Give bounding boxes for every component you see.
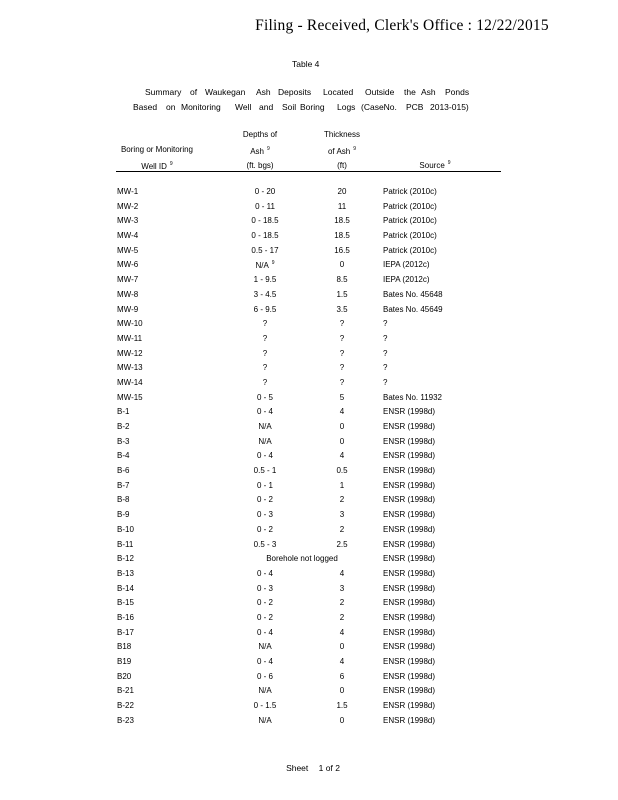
- cell-depth-value: 6 - 9.5: [253, 304, 277, 314]
- cell-depth-value: N/A: [258, 686, 272, 696]
- column-header-thickness: [312, 128, 372, 173]
- cell-depth: [220, 334, 310, 343]
- cell-well-id: B19: [117, 657, 132, 666]
- cell-well-id: B-3: [117, 436, 130, 446]
- cell-depth-value: 0 - 11: [255, 201, 275, 211]
- subtitle-word: Boring: [300, 102, 325, 112]
- cell-depth-value: N/A: [258, 715, 272, 725]
- cell-well-id: B-4: [117, 451, 130, 461]
- column-header-line: [312, 142, 372, 159]
- table-body: [0, 187, 618, 730]
- cell-thickness: 2: [339, 495, 345, 505]
- cell-well-id: B18: [117, 642, 132, 652]
- cell-thickness: ?: [339, 333, 345, 343]
- cell-thickness: ?: [339, 319, 345, 329]
- cell-source: Patrick (2010c): [383, 231, 437, 241]
- cell-source: ENSR (1998d): [383, 627, 436, 637]
- cell-depth-value: 0 - 4: [256, 627, 273, 637]
- header-rule: [116, 171, 501, 172]
- cell-thickness: 20: [337, 187, 347, 196]
- table-row: [0, 451, 618, 466]
- cell-depth: [220, 275, 310, 284]
- cell-thickness: 0: [339, 715, 345, 725]
- cell-well-id: B-14: [117, 583, 134, 593]
- table-row: [0, 216, 618, 231]
- cell-well-id: B-2: [117, 422, 130, 431]
- cell-source: ENSR (1998d): [383, 583, 436, 593]
- table-row: [0, 657, 618, 672]
- cell-depth-value: 0 - 6: [256, 671, 273, 681]
- cell-depth-value: ?: [262, 377, 268, 387]
- cell-depth: [220, 231, 310, 240]
- cell-thickness: 2.5: [336, 539, 348, 549]
- subtitle-word: PCB: [406, 102, 424, 112]
- cell-source: Patrick (2010c): [383, 201, 437, 211]
- table-row: [0, 495, 618, 510]
- cell-depth: [220, 407, 310, 416]
- subtitle-word: Outside: [365, 87, 395, 97]
- cell-depth-value: ?: [262, 363, 268, 373]
- cell-well-id: B-1: [117, 407, 130, 417]
- cell-depth-value: N/A: [258, 422, 272, 431]
- cell-depth-value: 0 - 5: [256, 392, 273, 402]
- subtitle-word: Well: [235, 102, 252, 112]
- table-row: [0, 642, 618, 657]
- cell-source: Patrick (2010c): [383, 216, 437, 226]
- cell-well-id: B-21: [117, 686, 134, 696]
- table-row: [0, 584, 618, 599]
- cell-depth: [220, 584, 310, 593]
- table-row: [0, 349, 618, 364]
- table-row: [0, 525, 618, 540]
- table-row: [0, 466, 618, 481]
- cell-well-id: B-22: [117, 701, 134, 711]
- table-row: [0, 290, 618, 305]
- cell-depth-value: N/A: [255, 261, 269, 271]
- cell-thickness: 2: [339, 524, 345, 534]
- table-row: [0, 260, 618, 275]
- column-header-line: Thickness: [323, 130, 360, 139]
- cell-source: Patrick (2010c): [383, 245, 437, 255]
- cell-depth: [220, 260, 310, 270]
- page-footer: [0, 763, 618, 773]
- cell-depth-value: 0 - 4: [256, 568, 273, 578]
- cell-well-id: B-9: [117, 510, 130, 520]
- cell-source: ?: [383, 377, 388, 387]
- cell-depth: [220, 686, 310, 695]
- cell-well-id: MW-6: [117, 260, 139, 270]
- cell-source: ENSR (1998d): [383, 436, 436, 446]
- cell-depth-value: 0 - 3: [256, 583, 273, 593]
- table-row: [0, 202, 618, 217]
- cell-well-id: B-17: [117, 627, 134, 637]
- table-row: [0, 187, 618, 202]
- subtitle-word: Summary: [145, 87, 182, 97]
- cell-source: ENSR (1998d): [383, 568, 436, 578]
- cell-source: ?: [383, 319, 388, 329]
- cell-depth-value: 0 - 1.5: [253, 701, 277, 711]
- cell-depth-value: 0.5 - 3: [253, 539, 277, 549]
- cell-well-id: B-15: [117, 598, 134, 608]
- subtitle-word: Monitoring: [181, 102, 221, 112]
- cell-depth: [220, 451, 310, 460]
- cell-source: ENSR (1998d): [383, 510, 436, 520]
- cell-source: ENSR (1998d): [383, 480, 436, 490]
- cell-well-id: B-13: [117, 568, 134, 578]
- cell-depth: [220, 466, 310, 475]
- subtitle-word: 2013-015): [430, 102, 469, 112]
- sheet-number: 1 of 2: [318, 763, 340, 773]
- cell-thickness: 5: [339, 392, 345, 402]
- cell-source: ENSR (1998d): [383, 715, 436, 725]
- sheet-label: Sheet: [286, 763, 309, 773]
- cell-depth-value: 0 - 4: [256, 657, 273, 666]
- cell-well-id: MW-15: [117, 392, 143, 402]
- cell-depth: [220, 628, 310, 637]
- table-row: [0, 378, 618, 393]
- cell-depth: [220, 202, 310, 211]
- subtitle-word: the: [404, 87, 416, 97]
- cell-depth: [220, 349, 310, 358]
- column-header-line: (ft. bgs): [246, 161, 274, 170]
- column-header-text: Source: [419, 161, 445, 170]
- cell-well-id: MW-9: [117, 304, 139, 314]
- cell-depth-value: ?: [262, 333, 268, 343]
- cell-depth-value: 0 - 4: [256, 407, 273, 417]
- cell-thickness: 11: [337, 201, 347, 211]
- cell-source: ENSR (1998d): [383, 451, 436, 461]
- subtitle-word: Deposits: [278, 87, 312, 97]
- cell-depth: [220, 437, 310, 446]
- cell-thickness: 1.5: [336, 289, 348, 299]
- cell-well-id: MW-12: [117, 348, 143, 358]
- cell-source: ENSR (1998d): [383, 407, 436, 417]
- cell-source: ENSR (1998d): [383, 642, 436, 652]
- subtitle-word: Logs: [337, 102, 356, 112]
- cell-source: ENSR (1998d): [383, 524, 436, 534]
- cell-well-id: MW-5: [117, 245, 139, 255]
- cell-thickness: 4: [339, 627, 345, 637]
- cell-thickness: 0: [339, 260, 345, 270]
- cell-thickness: ?: [339, 348, 345, 358]
- cell-well-id: B-8: [117, 495, 130, 505]
- cell-depth-value: N/A: [258, 436, 272, 446]
- cell-depth: [220, 363, 310, 372]
- cell-depth: [220, 246, 310, 255]
- column-header-text: Well ID: [141, 162, 167, 171]
- cell-well-id: B-10: [117, 524, 134, 534]
- cell-depth-value: 0 - 2: [256, 598, 273, 608]
- filing-header: Filing - Received, Clerk's Office : 12/22/2015: [255, 17, 549, 34]
- cell-thickness: 0: [339, 686, 345, 696]
- cell-depth: [220, 598, 310, 607]
- cell-thickness: 4: [339, 451, 345, 461]
- cell-thickness: ?: [339, 377, 345, 387]
- cell-source: ?: [383, 363, 388, 373]
- table-row: [0, 569, 618, 584]
- cell-depth: [220, 672, 310, 681]
- cell-depth-value: 0 - 2: [256, 612, 273, 622]
- cell-thickness: 0: [339, 422, 345, 431]
- cell-well-id: MW-11: [117, 333, 143, 343]
- subtitle-word: Ash: [421, 87, 436, 97]
- cell-depth: [220, 510, 310, 519]
- column-header-line: (ft): [337, 161, 347, 170]
- cell-thickness: 0.5: [336, 466, 348, 476]
- column-header-text: of Ash: [327, 147, 351, 156]
- cell-depth: [220, 657, 310, 666]
- cell-depth-value: 0 - 3: [256, 510, 273, 520]
- cell-depth: [220, 305, 310, 314]
- cell-well-id: MW-4: [117, 231, 139, 241]
- cell-depth: [220, 216, 310, 225]
- cell-well-id: MW-7: [117, 275, 139, 285]
- cell-depth: [220, 701, 310, 710]
- cell-depth-value: N/A: [258, 642, 272, 652]
- cell-well-id: MW-14: [117, 377, 143, 387]
- table-row: [0, 628, 618, 643]
- table-row: [0, 598, 618, 613]
- table-row: [0, 686, 618, 701]
- cell-thickness: 2: [339, 612, 345, 622]
- cell-source: ENSR (1998d): [383, 598, 436, 608]
- cell-depth: [220, 613, 310, 622]
- footnote-marker: 9: [353, 146, 357, 152]
- cell-depth: [220, 495, 310, 504]
- cell-source: ENSR (1998d): [383, 554, 436, 564]
- subtitle-word: Ponds: [445, 87, 470, 97]
- table-row: [0, 540, 618, 555]
- cell-depth: [220, 378, 310, 387]
- cell-source: Bates No. 45648: [383, 289, 443, 299]
- cell-source: ENSR (1998d): [383, 671, 436, 681]
- cell-source: ?: [383, 348, 388, 358]
- cell-thickness: 3.5: [336, 304, 348, 314]
- cell-well-id: B-23: [117, 715, 134, 725]
- cell-depth-value: 1 - 9.5: [253, 275, 277, 285]
- cell-depth: [220, 525, 310, 534]
- cell-thickness: 2: [339, 598, 345, 608]
- cell-depth: [220, 481, 310, 490]
- cell-depth: [220, 422, 310, 431]
- cell-well-id: B-16: [117, 612, 134, 622]
- cell-thickness: 18.5: [334, 216, 350, 226]
- cell-source: ENSR (1998d): [383, 701, 436, 711]
- table-row: [0, 701, 618, 716]
- table-row: [0, 363, 618, 378]
- table-row: [0, 481, 618, 496]
- cell-thickness: 8.5: [336, 275, 348, 285]
- table-row: [0, 319, 618, 334]
- table-row: [0, 393, 618, 408]
- cell-source: ENSR (1998d): [383, 422, 436, 431]
- cell-thickness: 4: [339, 407, 345, 417]
- cell-depth-value: ?: [262, 348, 268, 358]
- cell-thickness: 16.5: [334, 245, 350, 255]
- cell-source: IEPA (2012c): [383, 275, 430, 285]
- subtitle-word: Ash: [256, 87, 271, 97]
- cell-depth: [220, 290, 310, 299]
- footnote-marker: 9: [271, 260, 275, 267]
- cell-depth-value: 0 - 18.5: [251, 231, 279, 241]
- column-header-line: [230, 142, 290, 159]
- cell-well-id: B20: [117, 671, 132, 681]
- cell-depth: [220, 319, 310, 328]
- table-row: [0, 716, 618, 731]
- column-header-depth: [230, 128, 290, 173]
- subtitle-word: Located: [323, 87, 354, 97]
- subtitle-word: Soil: [282, 102, 297, 112]
- cell-well-id: MW-1: [117, 187, 139, 196]
- column-header-line: Boring or Monitoring: [120, 145, 194, 154]
- cell-source: Patrick (2010c): [383, 187, 437, 196]
- cell-source: IEPA (2012c): [383, 260, 430, 270]
- cell-thickness: 6: [339, 671, 345, 681]
- cell-source: ?: [383, 333, 388, 343]
- cell-thickness: 3: [339, 583, 345, 593]
- table-row: [0, 613, 618, 628]
- cell-depth: [220, 716, 310, 725]
- cell-thickness: 4: [339, 568, 345, 578]
- cell-well-id: B-12: [117, 554, 134, 564]
- cell-thickness: 1.5: [336, 701, 348, 711]
- cell-source: ENSR (1998d): [383, 539, 436, 549]
- cell-thickness: 18.5: [334, 231, 350, 241]
- cell-depth-value: 0.5 - 17: [251, 245, 279, 255]
- cell-thickness: 1: [339, 480, 345, 490]
- cell-depth-value: 0.5 - 1: [253, 466, 277, 476]
- cell-well-id: MW-10: [117, 319, 143, 329]
- cell-source: ENSR (1998d): [383, 686, 436, 696]
- subtitle-word: of: [190, 87, 198, 97]
- cell-thickness: 0: [339, 436, 345, 446]
- cell-well-id: B-7: [117, 480, 130, 490]
- cell-thickness: 4: [339, 657, 345, 666]
- cell-depth-value: 0 - 1: [256, 480, 273, 490]
- cell-thickness: ?: [339, 363, 345, 373]
- subtitle-word: Based: [133, 102, 158, 112]
- cell-depth-value: 0 - 2: [256, 495, 273, 505]
- cell-well-id: B-11: [117, 539, 134, 549]
- cell-well-id: MW-8: [117, 289, 139, 299]
- cell-source: ENSR (1998d): [383, 612, 436, 622]
- footnote-marker: 9: [447, 160, 451, 166]
- cell-source: Bates No. 11932: [383, 392, 443, 402]
- cell-thickness: 0: [339, 642, 345, 652]
- cell-depth: [220, 187, 310, 196]
- cell-well-id: MW-13: [117, 363, 143, 373]
- table-row: [0, 231, 618, 246]
- subtitle-word: Waukegan: [205, 87, 246, 97]
- subtitle-word: (CaseNo.: [361, 102, 397, 112]
- cell-source: ENSR (1998d): [383, 657, 436, 666]
- table-row: [0, 422, 618, 437]
- cell-source: Bates No. 45649: [383, 304, 443, 314]
- cell-depth-value: 3 - 4.5: [253, 289, 277, 299]
- cell-source: ENSR (1998d): [383, 466, 436, 476]
- cell-well-id: MW-3: [117, 216, 139, 226]
- column-header-text: Ash: [250, 147, 264, 156]
- subtitle-word: on: [166, 102, 176, 112]
- table-row: [0, 334, 618, 349]
- cell-source: ENSR (1998d): [383, 495, 436, 505]
- cell-depth: [220, 393, 310, 402]
- cell-note: Borehole not logged: [266, 554, 338, 564]
- cell-depth: [220, 540, 310, 549]
- table-row: [0, 672, 618, 687]
- table-row: [0, 305, 618, 320]
- table-row: [0, 554, 618, 569]
- cell-depth-value: 0 - 20: [254, 187, 276, 196]
- cell-depth: [220, 642, 310, 651]
- table-row: [0, 275, 618, 290]
- column-header-line: Depths of: [242, 130, 278, 139]
- cell-well-id: B-6: [117, 466, 130, 476]
- cell-thickness: 3: [339, 510, 345, 520]
- cell-depth: [220, 569, 310, 578]
- footnote-marker: 9: [267, 146, 270, 152]
- table-row: [0, 246, 618, 261]
- table-row: [0, 407, 618, 422]
- table-row: [0, 437, 618, 452]
- cell-depth-value: ?: [262, 319, 268, 329]
- cell-well-id: MW-2: [117, 201, 139, 211]
- table-row: [0, 510, 618, 525]
- cell-depth-value: 0 - 18.5: [251, 216, 279, 226]
- column-header-well-id: [118, 143, 196, 174]
- cell-depth-value: 0 - 4: [256, 451, 273, 461]
- subtitle-word: and: [259, 102, 274, 112]
- footnote-marker: 9: [169, 161, 173, 167]
- cell-depth-value: 0 - 2: [256, 524, 273, 534]
